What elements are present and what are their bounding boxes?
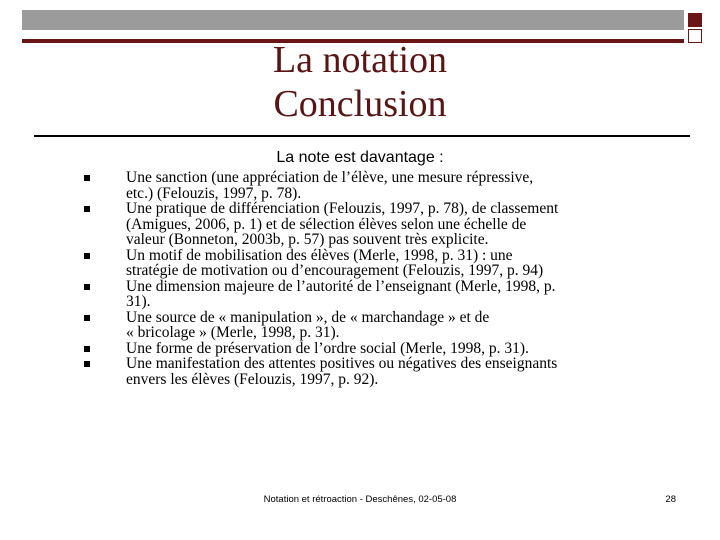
- bullet-text-line: Un motif de mobilisation des élèves (Merle, 1998, p. 31) : une: [126, 246, 513, 264]
- bullet-text-line: Une source de « manipulation », de « marchandage » et de: [126, 308, 490, 326]
- title-line-1: La notation: [272, 39, 448, 81]
- square-bullet-icon: [84, 206, 90, 212]
- bullet-text-line: valeur (Bonneton, 2003b, p. 57) pas souvent très explicite.: [126, 231, 489, 248]
- bullet-text-line: « bricolage » (Merle, 1998, p. 31).: [126, 324, 340, 341]
- bullet-text-line: Une pratique de différenciation (Felouzis, 1997, p. 78), de classement: [126, 200, 559, 217]
- title-line-2: Conclusion: [273, 83, 447, 125]
- page-number: 28: [665, 494, 676, 505]
- square-bullet-icon: [84, 346, 90, 352]
- bullet-item: [84, 279, 654, 310]
- bullet-item: [84, 170, 654, 201]
- bullet-item: [84, 310, 654, 341]
- subheading: La note est davantage :: [276, 149, 444, 166]
- bullet-text-line: 31).: [126, 293, 151, 310]
- bullet-item: [84, 201, 654, 248]
- bullet-item: [84, 248, 654, 279]
- bullet-text-line: stratégie de motivation ou d’encouragement (Felouzis, 1997, p. 94): [126, 262, 544, 279]
- bullet-text-line: Une sanction (une appréciation de l’élève, une mesure répressive,: [126, 169, 534, 186]
- top-gray-band: [22, 10, 684, 30]
- title-divider: [34, 135, 690, 137]
- filled-square-ornament: [688, 13, 702, 27]
- bullet-text-line: Une dimension majeure de l’autorité de l’enseignant (Merle, 1998, p.: [126, 277, 556, 295]
- bullet-item: [84, 341, 654, 357]
- square-bullet-icon: [84, 253, 90, 259]
- bullet-text-line: etc.) (Felouzis, 1997, p. 78).: [126, 184, 302, 202]
- bullet-item: [84, 356, 654, 387]
- bullet-text-line: envers les élèves (Felouzis, 1997, p. 92).: [126, 370, 379, 388]
- footer-text: Notation et rétroaction - Deschênes, 02-05-08: [263, 494, 457, 505]
- bullet-text-line: (Amigues, 2006, p. 1) et de sélection élèves selon une échelle de: [126, 215, 527, 233]
- bullet-text-line: Une forme de préservation de l’ordre social (Merle, 1998, p. 31).: [126, 339, 529, 357]
- bullet-text-line: Une manifestation des attentes positives ou négatives des enseignants: [126, 355, 558, 372]
- square-bullet-icon: [84, 284, 90, 290]
- slide-title: [0, 38, 720, 126]
- square-bullet-icon: [84, 315, 90, 321]
- square-bullet-icon: [84, 361, 90, 367]
- square-bullet-icon: [84, 175, 90, 181]
- bullet-list: [84, 170, 654, 387]
